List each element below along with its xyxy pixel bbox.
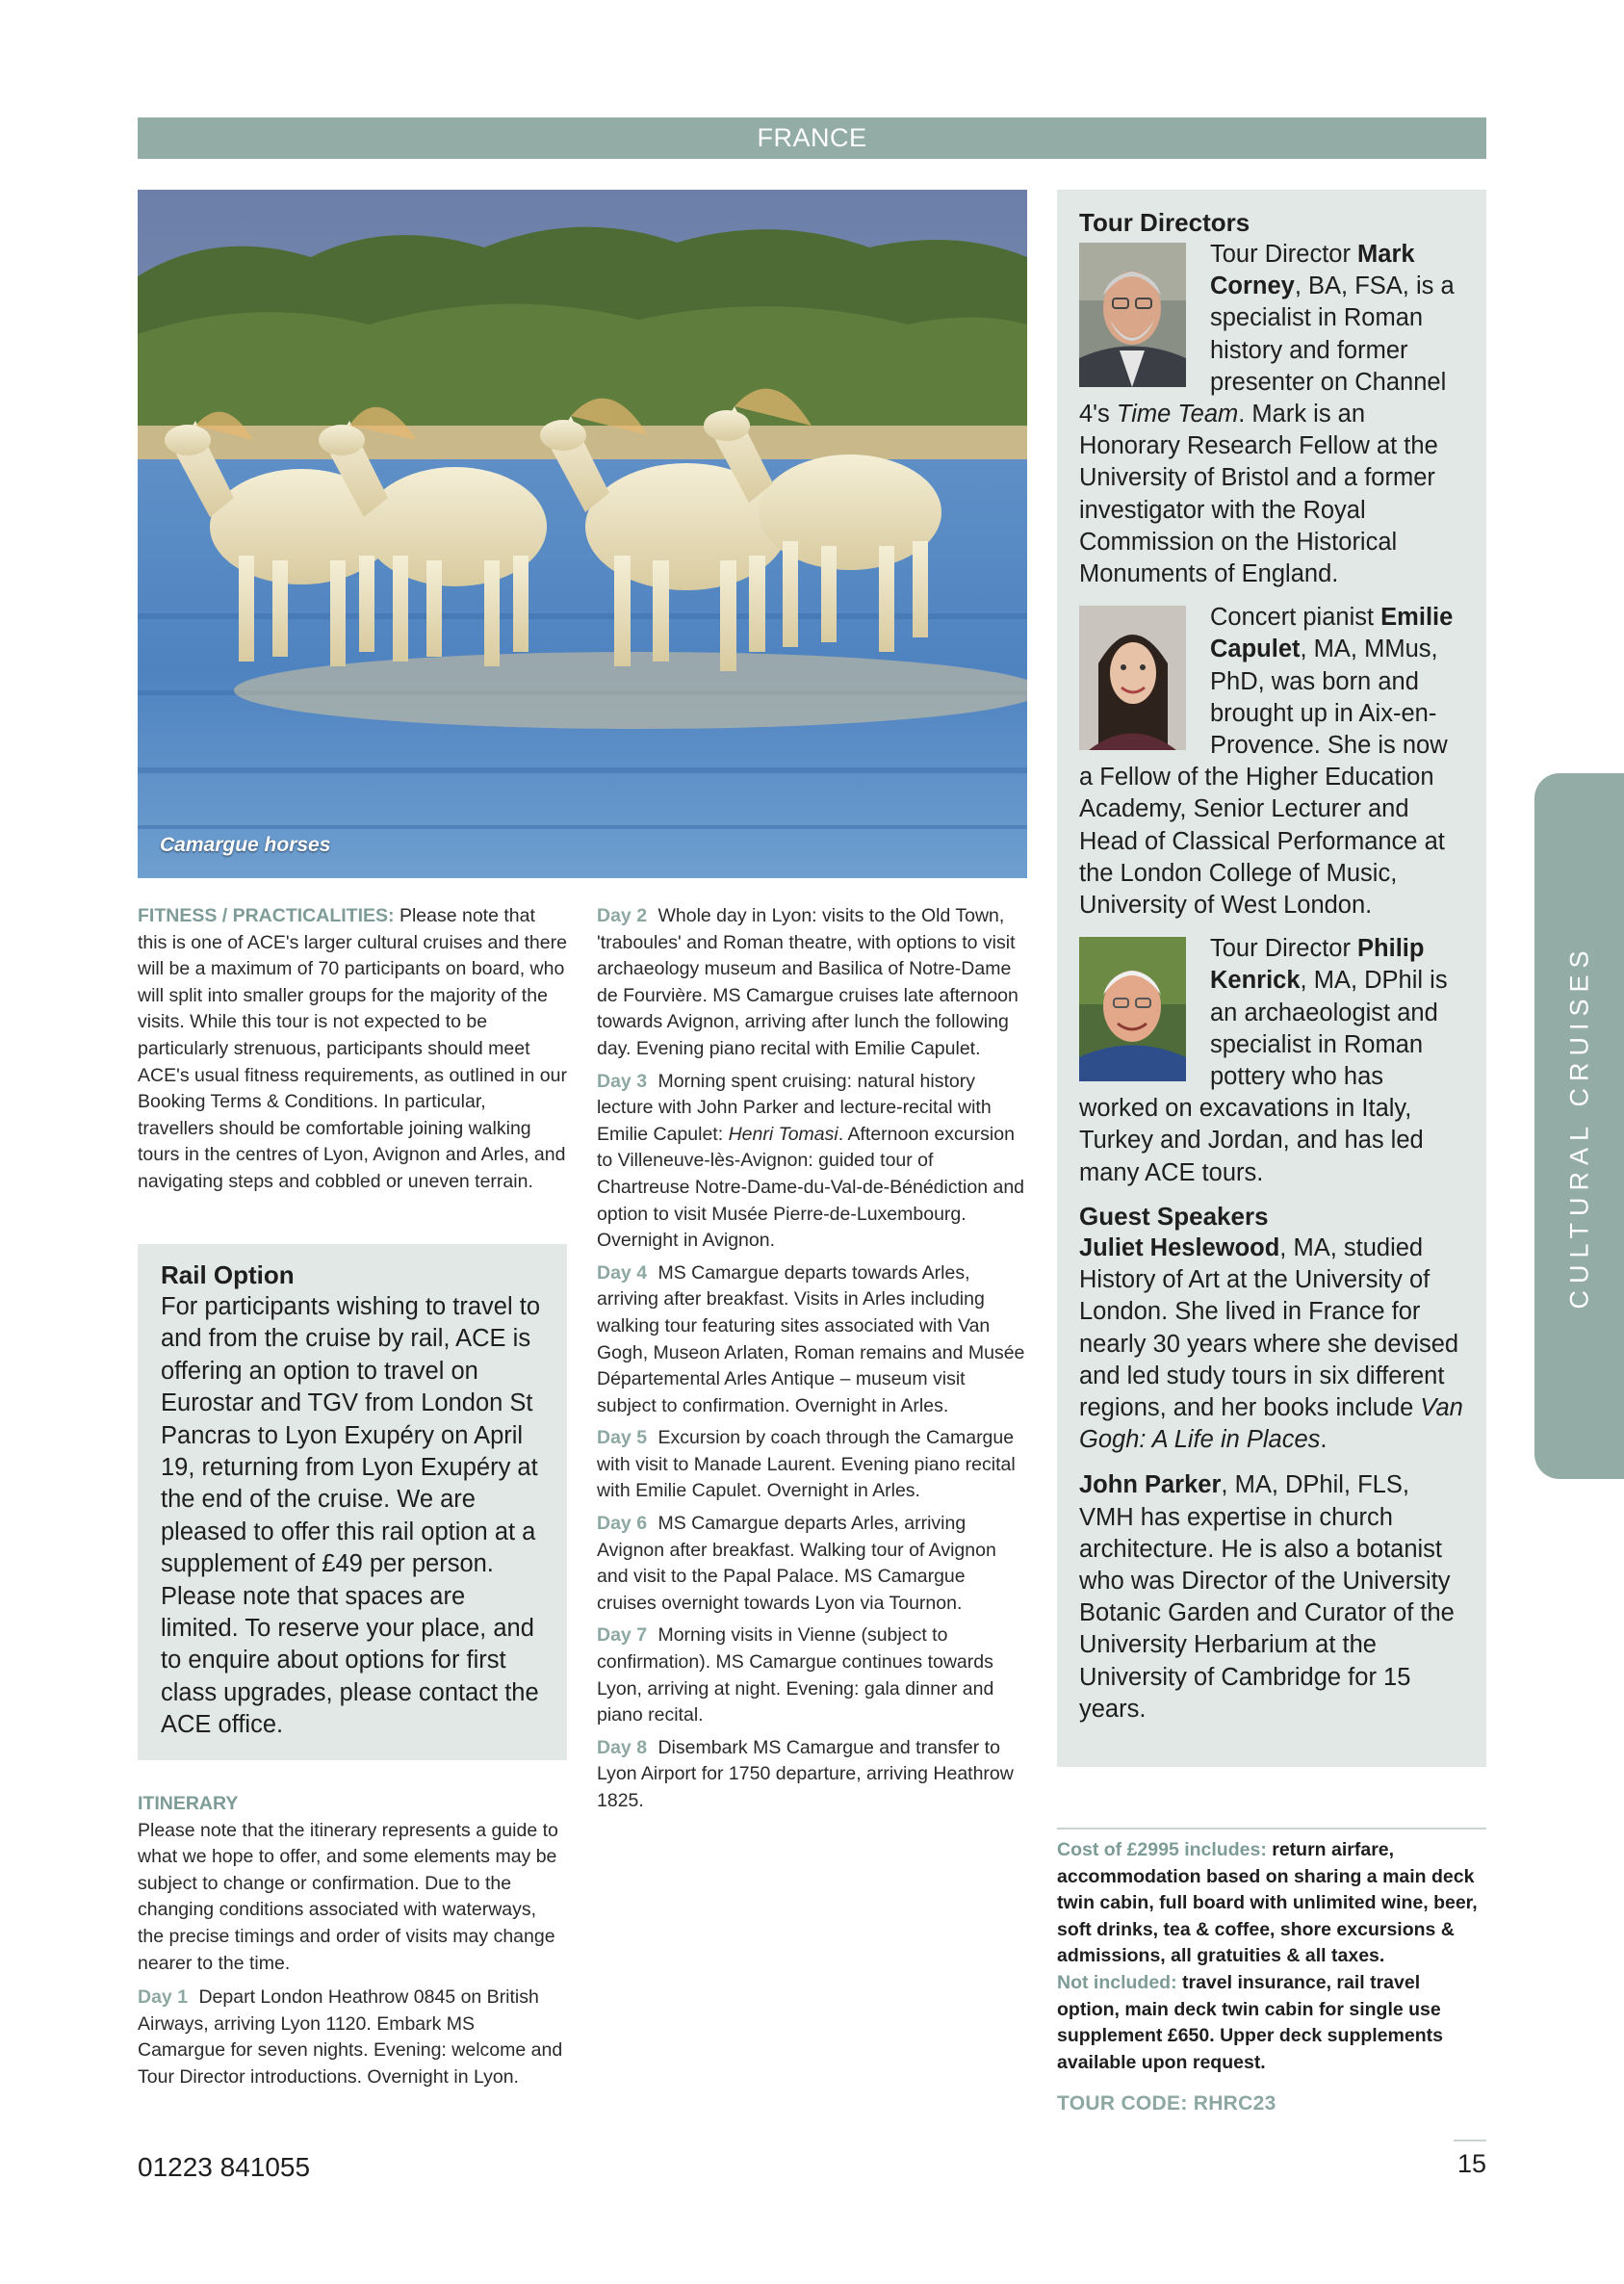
day-label: Day 2 bbox=[597, 905, 648, 926]
bio-john-parker bbox=[1079, 1456, 1467, 1726]
day-text: Depart London Heathrow 0845 on British Airways, arriving Lyon 1120. Embark MS Camargue for seven nights. Evening: welcome and Tour Director introductions. Overnight in Lyon. bbox=[138, 1986, 563, 2088]
hero-photo bbox=[138, 190, 1027, 878]
rail-option-text: For participants wishing to travel to and from the cruise by rail, ACE is offering an option to travel on Eurostar and TGV from London St Pancras to Lyon Exupéry on April 19, returning from Lyon Exupéry at the end of the cruise. We are pleased to offer this rail option at a supplement of £49 per person. Please note that spaces are limited. To reserve your place, and to enquire about options for first class upgrades, please contact the ACE office. bbox=[161, 1293, 541, 1739]
not-included-text: travel insurance, rail travel option, main deck twin cabin for single use supplement £650. Upper deck supplements available upon request. bbox=[1057, 1971, 1443, 2073]
fitness-section bbox=[138, 903, 567, 1196]
day-text-title: Henri Tomasi bbox=[728, 1123, 838, 1145]
guest-speakers-heading: Guest Speakers bbox=[1079, 1201, 1269, 1231]
bio-text: , BA, FSA, is a specialist in Roman history and former presenter on Channel 4's bbox=[1079, 273, 1455, 428]
bio-text: Tour Director bbox=[1210, 241, 1358, 268]
rail-option-box bbox=[138, 1244, 567, 1760]
bio-name: Mark Corney bbox=[1210, 241, 1415, 300]
day-text: MS Camargue departs Arles, arriving Avignon after breakfast. Walking tour of Avignon and visit to the Papal Palace. MS Camargue cruises overnight towards Lyon via Tournon. bbox=[597, 1513, 996, 1614]
day-label: Day 6 bbox=[597, 1513, 648, 1535]
side-tab-label: CULTURAL CRUISES bbox=[1564, 943, 1593, 1310]
divider bbox=[1454, 2140, 1486, 2141]
itinerary-heading: ITINERARY bbox=[138, 1793, 239, 1814]
itinerary-day-8 bbox=[597, 1735, 1025, 1815]
fitness-text: Please note that this is one of ACE's larger cultural cruises and there will be a maximum of 70 participants on board, who will split into smaller groups for the majority of the visits. While this tour is not expected to be particularly strenuous, participants should meet ACE's usual fitness requirements, as outlined in our Booking Terms & Conditions. In particular, travellers should be comfortable joining walking tours in the centres of Lyon, Avignon and Arles, and navigating steps and cobbled or uneven terrain. bbox=[138, 905, 567, 1192]
itinerary-day-3 bbox=[597, 1069, 1025, 1255]
day-label: Day 4 bbox=[597, 1261, 648, 1284]
day-label: Day 8 bbox=[597, 1736, 648, 1758]
footer-phone: 01223 841055 bbox=[138, 2152, 311, 2182]
bio-name: Philip Kenrick bbox=[1210, 935, 1425, 995]
bio-name: John Parker bbox=[1079, 1471, 1222, 1499]
bio-text: Concert pianist bbox=[1210, 604, 1381, 632]
page-number: 15 bbox=[1457, 2149, 1487, 2178]
bio-text: . Mark is an Honorary Research Fellow at the University of Bristol and a former investigator with the Royal Commission on the Historical Monuments of England. bbox=[1079, 401, 1438, 588]
bio-text: , MA, MMus, PhD, was born and brought up in Aix-en-Provence. She is now a Fellow of the Higher Education Academy, Senior Lecturer and Head of Classical Performance at the London College of Music, University of West London. bbox=[1079, 636, 1448, 920]
cost-text: return airfare, accommodation based on sharing a main deck twin cabin, full board with unlimited wine, beer, soft drinks, tea & coffee, shore excursions & admissions, all gratuities & all taxes. bbox=[1057, 1839, 1478, 1967]
fitness-heading: FITNESS / PRACTICALITIES: bbox=[138, 905, 395, 926]
section-side-tab bbox=[1534, 773, 1624, 1479]
itinerary-day-2 bbox=[597, 903, 1025, 1063]
day-label: Day 7 bbox=[597, 1624, 648, 1647]
rail-option-title: Rail Option bbox=[161, 1260, 295, 1289]
itinerary-intro: Please note that the itinerary represents a guide to what we hope to offer, and some elements may be subject to change or confirmation. Due to the changing conditions associated with waterways, the precise timings and order of visits may change nearer to the time. bbox=[138, 1819, 558, 1974]
cost-label: Cost of £2995 includes: bbox=[1057, 1839, 1267, 1860]
itinerary-days-column bbox=[597, 903, 1025, 1821]
day-label: Day 1 bbox=[138, 1986, 189, 2009]
not-included-label: Not included: bbox=[1057, 1971, 1177, 1993]
day-text: . Afternoon excursion to Villeneuve-lès-Avignon: guided tour of Chartreuse Notre-Dame-du-Val-de-Bénédiction and option to visit Musée Pierre-de-Luxembourg. Overnight in Avignon. bbox=[597, 1123, 1025, 1252]
portrait-emilie-capulet bbox=[1079, 606, 1186, 750]
itinerary-day-5 bbox=[597, 1425, 1025, 1505]
portrait-mark-corney bbox=[1079, 243, 1186, 387]
day-text: Excursion by coach through the Camargue with visit to Manade Laurent. Evening piano recital with Emilie Capulet. Overnight in Arles. bbox=[597, 1427, 1016, 1502]
divider bbox=[1057, 1828, 1486, 1830]
day-text: MS Camargue departs towards Arles, arriving after breakfast. Visits in Arles including walking tour featuring sites associated with Van Gogh, Museon Arlaten, Roman remains and Musée Départemental Arles Antique – museum visit subject to confirmation. Overnight in Arles. bbox=[597, 1261, 1025, 1416]
day-text: Disembark MS Camargue and transfer to Lyon Airport for 1750 departure, arriving Heathrow 1825. bbox=[597, 1736, 1014, 1811]
tour-code: TOUR CODE: RHRC23 bbox=[1057, 2092, 1276, 2115]
bio-juliet-heslewood bbox=[1079, 1233, 1467, 1456]
bio-text: , MA, studied History of Art at the University of London. She lived in France for nearly 30 years where she devised and led study tours in six different regions, and her books include bbox=[1079, 1233, 1459, 1421]
itinerary-day-4 bbox=[597, 1260, 1025, 1420]
bio-mark-corney bbox=[1079, 239, 1467, 590]
bio-text: , MA, DPhil, FLS, VMH has expertise in church architecture. He is also a botanist who was Director of the University Botanic Garden and Curator of the University Herbarium at the University of Cambridge for 15 years. bbox=[1079, 1471, 1455, 1723]
bio-emilie-capulet bbox=[1079, 590, 1467, 921]
photo-caption: Camargue horses bbox=[160, 834, 331, 856]
cost-section bbox=[1057, 1837, 1486, 2076]
bio-name: Juliet Heslewood bbox=[1079, 1233, 1280, 1261]
day-text: Morning spent cruising: natural history lecture with John Parker and lecture-recital with Emilie Capulet: bbox=[597, 1070, 992, 1145]
itinerary-section bbox=[138, 1791, 567, 2097]
tour-directors-heading: Tour Directors bbox=[1079, 208, 1250, 237]
day-label: Day 3 bbox=[597, 1070, 648, 1092]
itinerary-day-1 bbox=[138, 1985, 567, 2090]
bio-title: Time Team bbox=[1116, 401, 1239, 428]
bio-text: Tour Director bbox=[1210, 935, 1358, 963]
day-text: Morning visits in Vienne (subject to confirmation). MS Camargue continues towards Lyon, arriving at night. Evening: gala dinner and piano recital. bbox=[597, 1624, 994, 1726]
day-label: Day 5 bbox=[597, 1427, 648, 1449]
itinerary-day-7 bbox=[597, 1622, 1025, 1728]
section-banner: FRANCE bbox=[138, 117, 1486, 159]
bio-name: Emilie Capulet bbox=[1210, 604, 1454, 663]
bio-text: . bbox=[1320, 1426, 1328, 1454]
itinerary-day-6 bbox=[597, 1511, 1025, 1617]
bio-text: , MA, DPhil is an archaeologist and specialist in Roman pottery who has worked on excavations in Italy, Turkey and Jordan, and has led many ACE tours. bbox=[1079, 967, 1448, 1186]
tour-directors-panel bbox=[1057, 190, 1486, 1767]
bio-philip-kenrick bbox=[1079, 921, 1467, 1189]
day-text: Whole day in Lyon: visits to the Old Town, 'traboules' and Roman theatre, with options to visit archaeology museum and Basilica of Notre-Dame de Fourvière. MS Camargue cruises late afternoon towards Avignon, arriving after lunch the following day. Evening piano recital with Emilie Capulet. bbox=[597, 905, 1018, 1059]
portrait-philip-kenrick bbox=[1079, 937, 1186, 1081]
bio-title: Van Gogh: A Life in Places bbox=[1079, 1393, 1463, 1454]
